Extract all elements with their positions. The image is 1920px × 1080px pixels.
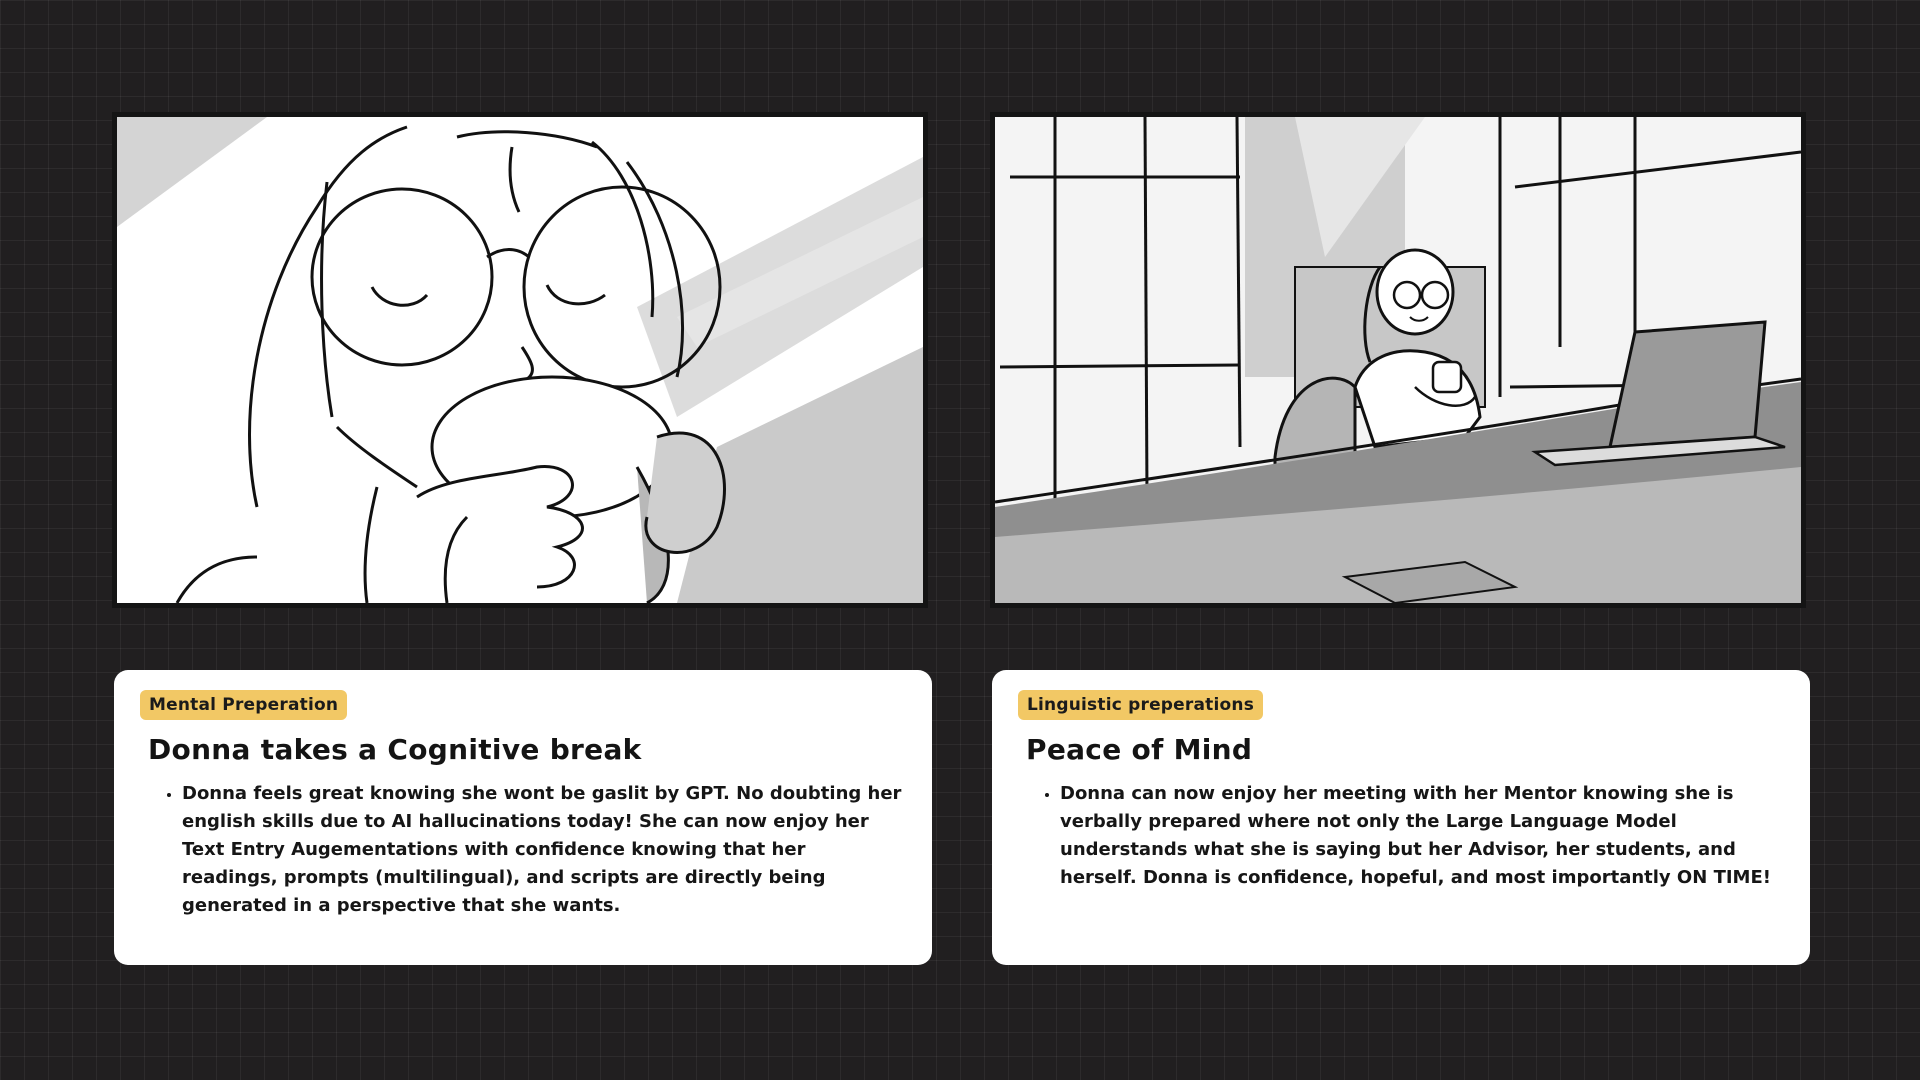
card-bullet: • Donna can now enjoy her meeting with her Mentor knowing she is verbally prepared where not only the Large Language Model understands what she is saying but her Advisor, her students, and herself. Donna is confidence, hopeful, and most importantly ON TIME!: [1060, 780, 1784, 892]
caption-card-linguistic-preparations: [992, 670, 1810, 965]
category-tag: Mental Preperation: [140, 690, 347, 720]
card-bullet: • Donna feels great knowing she wont be gaslit by GPT. No doubting her english skills due to AI hallucinations today! She can now enjoy her Text Entry Augementations with confidence knowing that her readings, prompts (multilingual), and scripts are directly being generated in a perspective that she wants.: [182, 780, 906, 920]
storyboard-panel-coffee-closeup: [112, 112, 928, 608]
card-title: Donna takes a Cognitive break: [148, 733, 642, 766]
sketch-desk-scene: [995, 117, 1801, 603]
card-bullet-list: [140, 780, 906, 920]
card-bullet-list: [1018, 780, 1784, 892]
sketch-coffee-closeup: [117, 117, 923, 603]
caption-card-mental-preparation: [114, 670, 932, 965]
card-title: Peace of Mind: [1026, 733, 1253, 766]
category-tag: Linguistic preperations: [1018, 690, 1263, 720]
storyboard-panel-desk-scene: [990, 112, 1806, 608]
